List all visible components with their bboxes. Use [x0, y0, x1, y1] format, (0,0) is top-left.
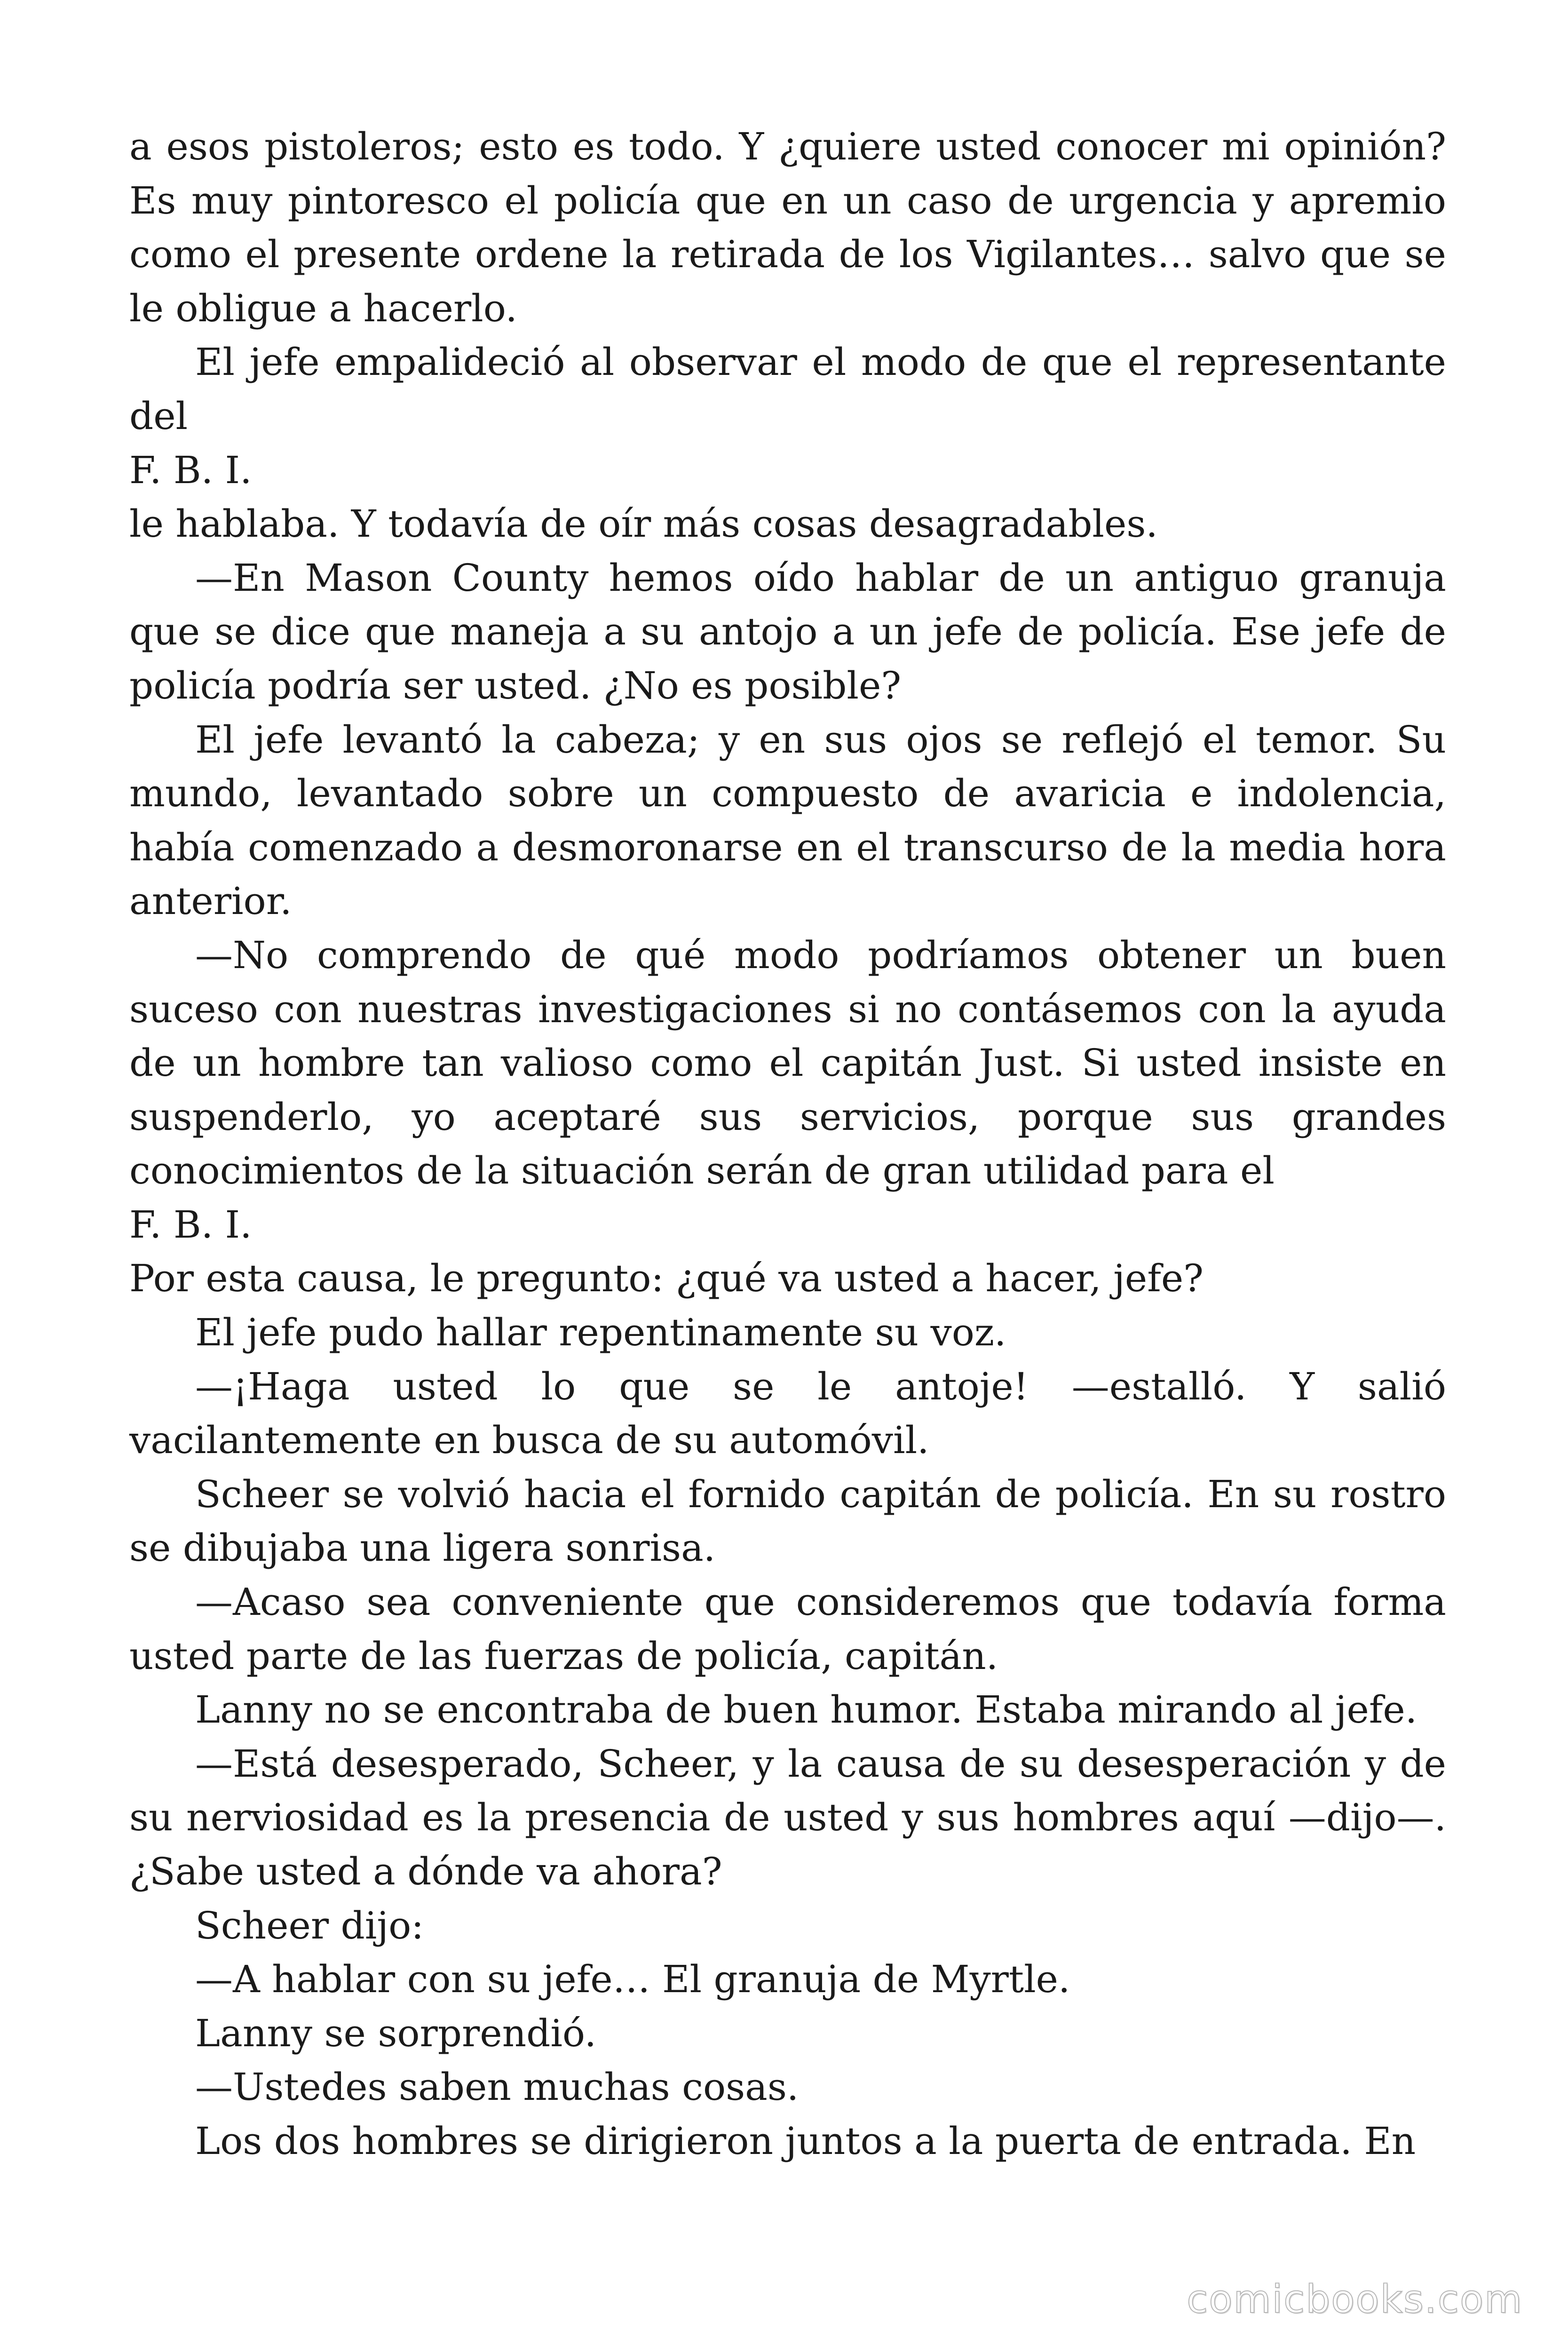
paragraph: Los dos hombres se dirigieron juntos a la puerta de entrada. En: [195, 2119, 1416, 2163]
watermark: comicbooks.com: [1187, 2277, 1523, 2322]
paragraph: El jefe pudo hallar repentinamente su voz.: [195, 1311, 1006, 1355]
paragraph: F. B. I.: [129, 448, 252, 492]
paragraph: —Está desesperado, Scheer, y la causa de su desesperación y de su nerviosidad es la presencia de usted y sus hombres aquí —dijo—. ¿Sabe usted a dónde va ahora?: [129, 1741, 1446, 1893]
paragraph: Scheer se volvió hacia el fornido capitán de policía. En su rostro se dibujaba una ligera sonrisa.: [129, 1472, 1446, 1570]
paragraph: le hablaba. Y todavía de oír más cosas desagradables.: [129, 502, 1158, 546]
paragraph: Lanny no se encontraba de buen humor. Estaba mirando al jefe.: [195, 1688, 1418, 1732]
paragraph: Por esta causa, le pregunto: ¿qué va usted a hacer, jefe?: [129, 1256, 1204, 1301]
paragraph: —Acaso sea conveniente que consideremos que todavía forma usted parte de las fuerzas de policía, capitán.: [129, 1580, 1446, 1678]
paragraph: —En Mason County hemos oído hablar de un antiguo granuja que se dice que maneja a su antojo a un jefe de policía. Ese jefe de policía podría ser usted. ¿No es posible?: [129, 556, 1446, 707]
paragraph: El jefe empalideció al observar el modo de que el representante del: [129, 340, 1446, 438]
paragraph: —Ustedes saben muchas cosas.: [195, 2065, 799, 2109]
paragraph: Scheer dijo:: [195, 1903, 424, 1947]
paragraph: —¡Haga usted lo que se le antoje! —estalló. Y salió vacilantemente en busca de su automóvil.: [129, 1364, 1446, 1462]
paragraph: Lanny se sorprendió.: [195, 2011, 597, 2055]
paragraph: F. B. I.: [129, 1202, 252, 1247]
paragraph: —No comprendo de qué modo podríamos obtener un buen suceso con nuestras investigaciones si no contásemos con la ayuda de un hombre tan valioso como el capitán Just. Si usted insiste en suspenderlo, yo aceptaré sus servicios, porque sus grandes conocimientos de la situación serán de gran utilidad para el: [129, 933, 1446, 1193]
paragraph: El jefe levantó la cabeza; y en sus ojos se reflejó el temor. Su mundo, levantado sobre un compuesto de avaricia e indolencia, había comenzado a desmoronarse en el transcurso de la media hora anterior.: [129, 717, 1446, 923]
paragraph: a esos pistoleros; esto es todo. Y ¿quiere usted conocer mi opinión? Es muy pintoresco el policía que en un caso de urgencia y apremio como el presente ordene la retirada de los Vigilantes… salvo que se le obligue a hacerlo.: [129, 125, 1446, 330]
paragraph: —A hablar con su jefe… El granuja de Myrtle.: [195, 1957, 1070, 2002]
body-text: [129, 120, 1446, 2169]
